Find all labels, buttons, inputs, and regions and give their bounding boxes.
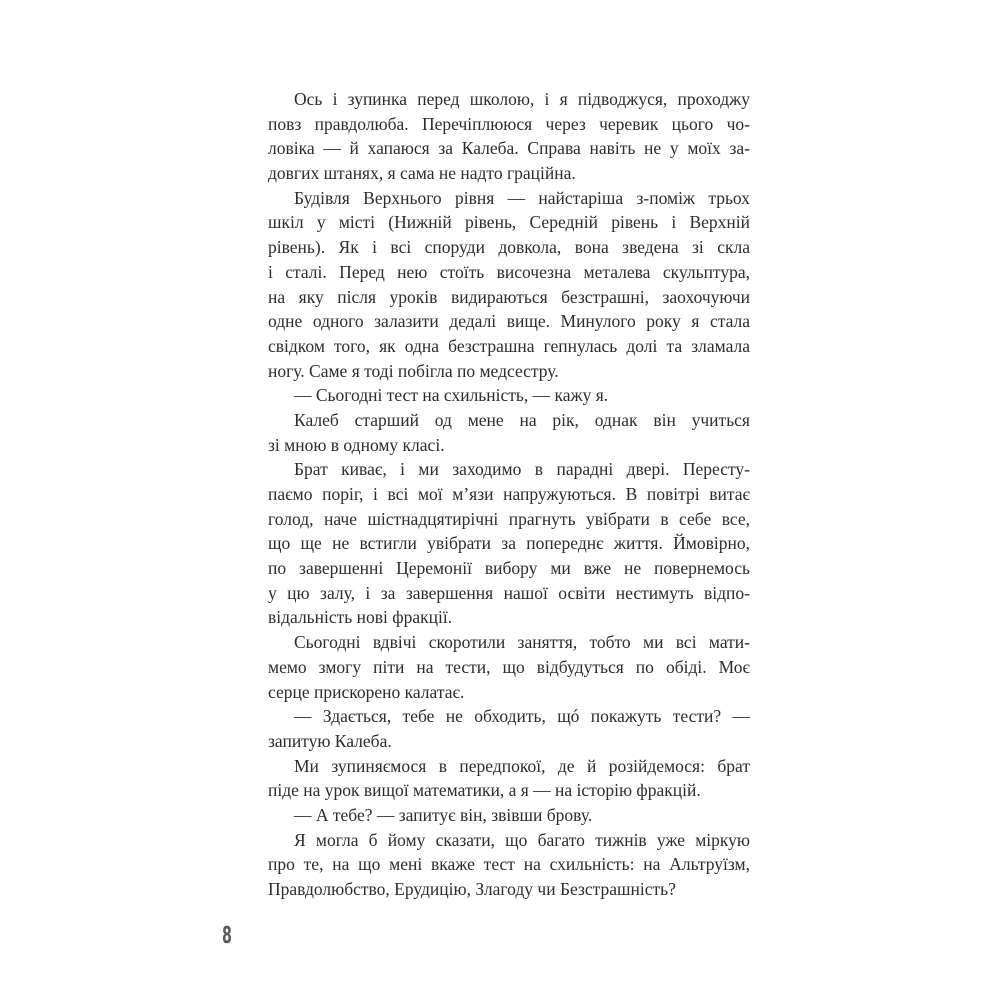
paragraph xyxy=(268,754,750,803)
paragraph xyxy=(268,87,750,186)
text-line: на яку після уроків видираються безстрашні, заохочуючи xyxy=(268,286,750,307)
text-line: мемо змогу піти на тести, що відбудуться по обіді. Моє xyxy=(268,656,750,677)
text-line: піде на урок вищої математики, а я — на історію фракцій. xyxy=(268,780,701,801)
paragraph xyxy=(268,457,750,630)
text-line: у цю залу, і за завершення нашої освіти нестимуть відпо- xyxy=(268,582,750,603)
paragraph xyxy=(268,408,750,457)
text-line: ногу. Саме я тоді побігла по медсестру. xyxy=(268,360,559,381)
text-line: і сталі. Перед нею стоїть височезна металева скульптура, xyxy=(268,261,750,282)
text-line: Калеб старший од мене на рік, однак він учиться xyxy=(294,409,750,430)
text-line: Я могла б йому сказати, що багато тижнів уже міркую xyxy=(294,829,750,850)
text-line: свідком того, як одна безстрашна гепнулась долі та зламала xyxy=(268,335,750,356)
text-line: зі мною в одному класі. xyxy=(268,434,445,455)
text-line: Ось і зупинка перед школою, і я підводжуся, проходжу xyxy=(294,89,750,109)
text-line: що ще не встигли увібрати за попереднє життя. Ймовірно, xyxy=(268,533,750,554)
text-line: одне одного залазити дедалі вище. Минулого року я стала xyxy=(268,311,750,332)
text-line: довгих штанях, я сама не надто граційна. xyxy=(268,163,576,184)
text-line: відальність нові фракції. xyxy=(268,607,453,628)
text-line: паємо поріг, і всі мої м’язи напружуються. В повітрі витає xyxy=(268,484,750,504)
text-line: шкіл у місті (Нижній рівень, Середній рівень і Верхній xyxy=(268,212,750,233)
text-line: Будівля Верхнього рівня — найстаріша з-поміж трьох xyxy=(294,187,750,208)
text-line: по завершенні Церемонії вибору ми вже не повернемось xyxy=(268,558,750,579)
text-line: запитую Калеба. xyxy=(268,730,392,751)
text-line: Правдолюбство, Ерудицію, Злагоду чи Безстрашність? xyxy=(268,879,676,899)
text-line: рівень). Як і всі споруди довкола, вона зведена зі скла xyxy=(268,237,750,258)
text-line: — А тебе? — запитує він, звівши брову. xyxy=(294,804,593,825)
text-line: ловіка — й хапаюся за Калеба. Справа навіть не у моїх за- xyxy=(268,138,750,159)
text-line: — Сьогодні тест на схильність, — кажу я. xyxy=(294,385,609,406)
paragraph xyxy=(268,828,750,902)
paragraph xyxy=(268,186,750,384)
dialogue-paragraph xyxy=(268,704,750,753)
text-line: повз правдолюба. Перечіплююся через черевик цього чо- xyxy=(268,113,750,134)
dialogue-paragraph xyxy=(268,383,750,408)
dialogue-paragraph xyxy=(268,803,750,828)
text-line: Сьогодні вдвічі скоротили заняття, тобто ми всі мати- xyxy=(294,632,750,653)
text-line: — Здається, тебе не обходить, щó покажуть тести? — xyxy=(294,706,750,727)
body-text xyxy=(268,87,750,902)
text-line: про те, на що мені вкаже тест на схильність: на Альтруїзм, xyxy=(268,854,750,875)
text-line: Ми зупиняємося в передпокої, де й розійдемося: брат xyxy=(294,755,750,776)
page-number: 8 xyxy=(222,923,232,949)
text-line: Брат киває, і ми заходимо в парадні двері. Пересту- xyxy=(294,459,750,480)
text-line: голод, наче шістнадцятирічні прагнуть увібрати в себе все, xyxy=(268,508,750,529)
text-line: серце прискорено калатає. xyxy=(268,681,465,702)
paragraph xyxy=(268,630,750,704)
